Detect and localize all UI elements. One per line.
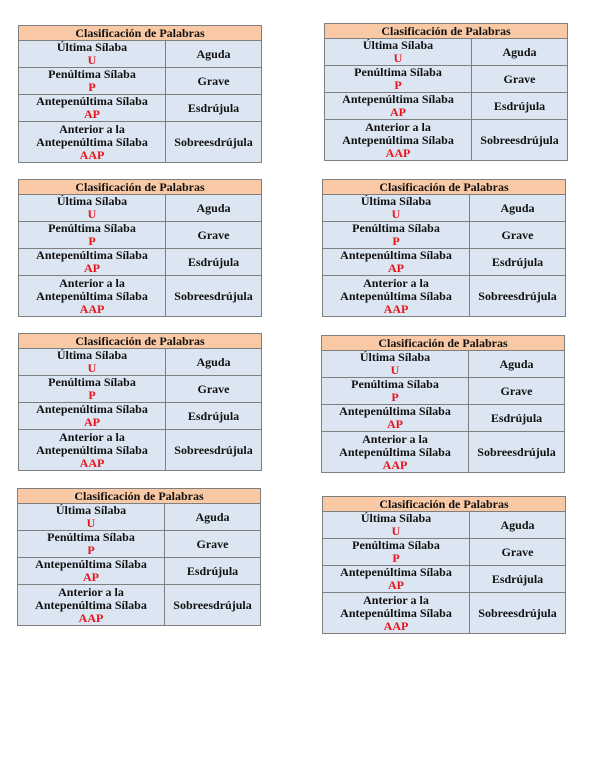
syllable-label: Penúltima Sílaba bbox=[48, 221, 136, 235]
table-row bbox=[325, 93, 568, 120]
syllable-cell bbox=[19, 276, 166, 317]
classification-cell: Esdrújula bbox=[165, 558, 261, 585]
syllable-label: Penúltima Sílaba bbox=[351, 377, 439, 391]
syllable-label: Antepenúltima Sílaba bbox=[35, 557, 147, 571]
classification-table-6 bbox=[321, 335, 565, 473]
syllable-abbr: AAP bbox=[385, 145, 411, 160]
syllable-label: Última Sílaba bbox=[56, 40, 128, 54]
syllable-abbr: U bbox=[87, 207, 97, 221]
syllable-label: Última Sílaba bbox=[360, 511, 432, 525]
syllable-cell bbox=[323, 566, 470, 593]
classification-cell: Aguda bbox=[166, 195, 262, 222]
syllable-cell bbox=[323, 276, 470, 317]
syllable-cell bbox=[19, 122, 166, 163]
syllable-label: Penúltima Sílaba bbox=[48, 375, 136, 389]
syllable-abbr: AAP bbox=[383, 301, 409, 316]
syllable-abbr: AP bbox=[387, 417, 403, 431]
classification-cell: Aguda bbox=[470, 195, 566, 222]
classification-cell: Esdrújula bbox=[166, 95, 262, 122]
table-title: Clasificación de Palabras bbox=[323, 180, 566, 195]
classification-table-3 bbox=[18, 179, 262, 317]
classification-cell: Aguda bbox=[166, 41, 262, 68]
syllable-cell bbox=[19, 68, 166, 95]
table-row bbox=[323, 249, 566, 276]
syllable-cell bbox=[19, 41, 166, 68]
table-title: Clasificación de Palabras bbox=[325, 24, 568, 39]
syllable-cell bbox=[322, 351, 469, 378]
syllable-label: Última Sílaba bbox=[362, 38, 434, 52]
table-row bbox=[18, 531, 261, 558]
syllable-label: Última Sílaba bbox=[55, 503, 127, 517]
syllable-label: Penúltima Sílaba bbox=[47, 530, 135, 544]
classification-cell: Aguda bbox=[470, 512, 566, 539]
syllable-cell bbox=[19, 95, 166, 122]
syllable-label: Anterior a la bbox=[362, 431, 428, 446]
syllable-cell bbox=[19, 403, 166, 430]
syllable-abbr: AAP bbox=[78, 610, 104, 625]
syllable-abbr: P bbox=[391, 390, 399, 404]
classification-table-5 bbox=[18, 333, 262, 471]
table-row bbox=[18, 585, 261, 626]
syllable-label: Antepenúltima Sílaba bbox=[36, 402, 148, 416]
table-row bbox=[19, 222, 262, 249]
syllable-label: Anterior a la bbox=[363, 275, 429, 290]
classification-table-4 bbox=[322, 179, 566, 317]
syllable-abbr: U bbox=[87, 361, 97, 375]
syllable-label: Antepenúltima Sílaba bbox=[36, 94, 148, 108]
syllable-label-line2: Antepenúltima Sílaba bbox=[36, 442, 148, 457]
syllable-cell bbox=[323, 249, 470, 276]
table-row bbox=[19, 376, 262, 403]
syllable-cell bbox=[18, 558, 165, 585]
syllable-label-line2: Antepenúltima Sílaba bbox=[339, 444, 451, 459]
syllable-label-line2: Antepenúltima Sílaba bbox=[36, 288, 148, 303]
syllable-cell bbox=[19, 430, 166, 471]
syllable-abbr: AAP bbox=[79, 455, 105, 470]
syllable-cell bbox=[18, 585, 165, 626]
classification-cell: Grave bbox=[469, 378, 565, 405]
syllable-cell bbox=[323, 195, 470, 222]
classification-cell: Aguda bbox=[165, 504, 261, 531]
syllable-abbr: AP bbox=[84, 261, 100, 275]
classification-cell: Grave bbox=[166, 68, 262, 95]
table-row bbox=[322, 405, 565, 432]
syllable-abbr: AAP bbox=[383, 618, 409, 633]
table-row bbox=[19, 122, 262, 163]
syllable-label: Penúltima Sílaba bbox=[352, 538, 440, 552]
syllable-label: Anterior a la bbox=[363, 592, 429, 607]
syllable-cell bbox=[19, 376, 166, 403]
classification-cell: Aguda bbox=[469, 351, 565, 378]
table-row bbox=[322, 432, 565, 473]
syllable-abbr: P bbox=[392, 234, 400, 248]
table-row bbox=[19, 68, 262, 95]
syllable-cell bbox=[323, 222, 470, 249]
syllable-abbr: P bbox=[88, 80, 96, 94]
table-row bbox=[19, 195, 262, 222]
table-row bbox=[325, 39, 568, 66]
classification-cell: Sobreesdrújula bbox=[165, 585, 261, 626]
syllable-abbr: P bbox=[88, 234, 96, 248]
syllable-cell bbox=[325, 66, 472, 93]
table-row bbox=[323, 566, 566, 593]
table-row bbox=[19, 349, 262, 376]
table-row bbox=[323, 276, 566, 317]
table-row bbox=[323, 195, 566, 222]
syllable-label: Antepenúltima Sílaba bbox=[339, 404, 451, 418]
syllable-label: Anterior a la bbox=[59, 121, 125, 136]
classification-cell: Sobreesdrújula bbox=[470, 593, 566, 634]
classification-cell: Aguda bbox=[166, 349, 262, 376]
classification-cell: Sobreesdrújula bbox=[469, 432, 565, 473]
table-row bbox=[19, 41, 262, 68]
syllable-cell bbox=[323, 539, 470, 566]
table-title: Clasificación de Palabras bbox=[18, 489, 261, 504]
table-row bbox=[18, 558, 261, 585]
classification-cell: Grave bbox=[165, 531, 261, 558]
syllable-cell bbox=[323, 512, 470, 539]
syllable-cell bbox=[18, 504, 165, 531]
table-row bbox=[323, 222, 566, 249]
table-row bbox=[19, 403, 262, 430]
classification-cell: Grave bbox=[470, 222, 566, 249]
classification-cell: Sobreesdrújula bbox=[470, 276, 566, 317]
table-row bbox=[323, 512, 566, 539]
syllable-cell bbox=[18, 531, 165, 558]
syllable-label: Anterior a la bbox=[59, 429, 125, 444]
syllable-abbr: AP bbox=[83, 570, 99, 584]
syllable-label: Última Sílaba bbox=[56, 348, 128, 362]
classification-cell: Sobreesdrújula bbox=[166, 122, 262, 163]
syllable-cell bbox=[322, 378, 469, 405]
syllable-abbr: AAP bbox=[79, 301, 105, 316]
syllable-label: Última Sílaba bbox=[56, 194, 128, 208]
table-row bbox=[19, 95, 262, 122]
syllable-label: Antepenúltima Sílaba bbox=[36, 248, 148, 262]
syllable-abbr: AP bbox=[390, 105, 406, 119]
syllable-abbr: AP bbox=[388, 261, 404, 275]
syllable-abbr: U bbox=[393, 51, 403, 65]
syllable-cell bbox=[325, 39, 472, 66]
table-row bbox=[19, 276, 262, 317]
table-title: Clasificación de Palabras bbox=[19, 26, 262, 41]
classification-table-7 bbox=[17, 488, 261, 626]
classification-cell: Esdrújula bbox=[166, 249, 262, 276]
syllable-cell bbox=[19, 349, 166, 376]
syllable-label-line2: Antepenúltima Sílaba bbox=[340, 605, 452, 620]
table-row bbox=[325, 120, 568, 161]
syllable-label: Antepenúltima Sílaba bbox=[340, 248, 452, 262]
syllable-label: Antepenúltima Sílaba bbox=[342, 92, 454, 106]
syllable-cell bbox=[323, 593, 470, 634]
syllable-abbr: U bbox=[87, 53, 97, 67]
classification-cell: Esdrújula bbox=[469, 405, 565, 432]
syllable-label: Antepenúltima Sílaba bbox=[340, 565, 452, 579]
syllable-label-line2: Antepenúltima Sílaba bbox=[35, 597, 147, 612]
syllable-abbr: P bbox=[392, 551, 400, 565]
syllable-abbr: P bbox=[87, 543, 95, 557]
syllable-abbr: AP bbox=[388, 578, 404, 592]
classification-cell: Sobreesdrújula bbox=[472, 120, 568, 161]
table-row bbox=[19, 249, 262, 276]
syllable-label-line2: Antepenúltima Sílaba bbox=[36, 134, 148, 149]
syllable-cell bbox=[19, 222, 166, 249]
syllable-cell bbox=[322, 432, 469, 473]
syllable-abbr: AP bbox=[84, 415, 100, 429]
syllable-label: Última Sílaba bbox=[359, 350, 431, 364]
syllable-cell bbox=[19, 195, 166, 222]
classification-cell: Aguda bbox=[472, 39, 568, 66]
table-row bbox=[322, 351, 565, 378]
classification-cell: Esdrújula bbox=[472, 93, 568, 120]
classification-cell: Grave bbox=[470, 539, 566, 566]
table-title: Clasificación de Palabras bbox=[323, 497, 566, 512]
classification-cell: Grave bbox=[166, 376, 262, 403]
classification-cell: Esdrújula bbox=[470, 566, 566, 593]
syllable-cell bbox=[322, 405, 469, 432]
table-row bbox=[323, 593, 566, 634]
classification-table-8 bbox=[322, 496, 566, 634]
table-title: Clasificación de Palabras bbox=[322, 336, 565, 351]
syllable-abbr: U bbox=[390, 363, 400, 377]
classification-cell: Grave bbox=[472, 66, 568, 93]
syllable-abbr: AP bbox=[84, 107, 100, 121]
syllable-cell bbox=[325, 120, 472, 161]
syllable-label: Penúltima Sílaba bbox=[354, 65, 442, 79]
syllable-abbr: P bbox=[88, 388, 96, 402]
syllable-label-line2: Antepenúltima Sílaba bbox=[340, 288, 452, 303]
syllable-label: Última Sílaba bbox=[360, 194, 432, 208]
classification-cell: Esdrújula bbox=[166, 403, 262, 430]
syllable-abbr: U bbox=[391, 524, 401, 538]
table-row bbox=[18, 504, 261, 531]
syllable-abbr: AAP bbox=[79, 147, 105, 162]
syllable-abbr: U bbox=[86, 516, 96, 530]
classification-cell: Esdrújula bbox=[470, 249, 566, 276]
classification-table-2 bbox=[324, 23, 568, 161]
table-title: Clasificación de Palabras bbox=[19, 180, 262, 195]
table-row bbox=[325, 66, 568, 93]
syllable-cell bbox=[325, 93, 472, 120]
syllable-label-line2: Antepenúltima Sílaba bbox=[342, 132, 454, 147]
classification-cell: Grave bbox=[166, 222, 262, 249]
syllable-abbr: AAP bbox=[382, 457, 408, 472]
table-row bbox=[323, 539, 566, 566]
classification-table-1 bbox=[18, 25, 262, 163]
syllable-label: Anterior a la bbox=[59, 275, 125, 290]
syllable-cell bbox=[19, 249, 166, 276]
syllable-abbr: U bbox=[391, 207, 401, 221]
classification-cell: Sobreesdrújula bbox=[166, 276, 262, 317]
table-row bbox=[322, 378, 565, 405]
classification-cell: Sobreesdrújula bbox=[166, 430, 262, 471]
table-title: Clasificación de Palabras bbox=[19, 334, 262, 349]
table-row bbox=[19, 430, 262, 471]
syllable-label: Anterior a la bbox=[365, 119, 431, 134]
syllable-label: Penúltima Sílaba bbox=[352, 221, 440, 235]
syllable-label: Penúltima Sílaba bbox=[48, 67, 136, 81]
syllable-label: Anterior a la bbox=[58, 584, 124, 599]
syllable-abbr: P bbox=[394, 78, 402, 92]
